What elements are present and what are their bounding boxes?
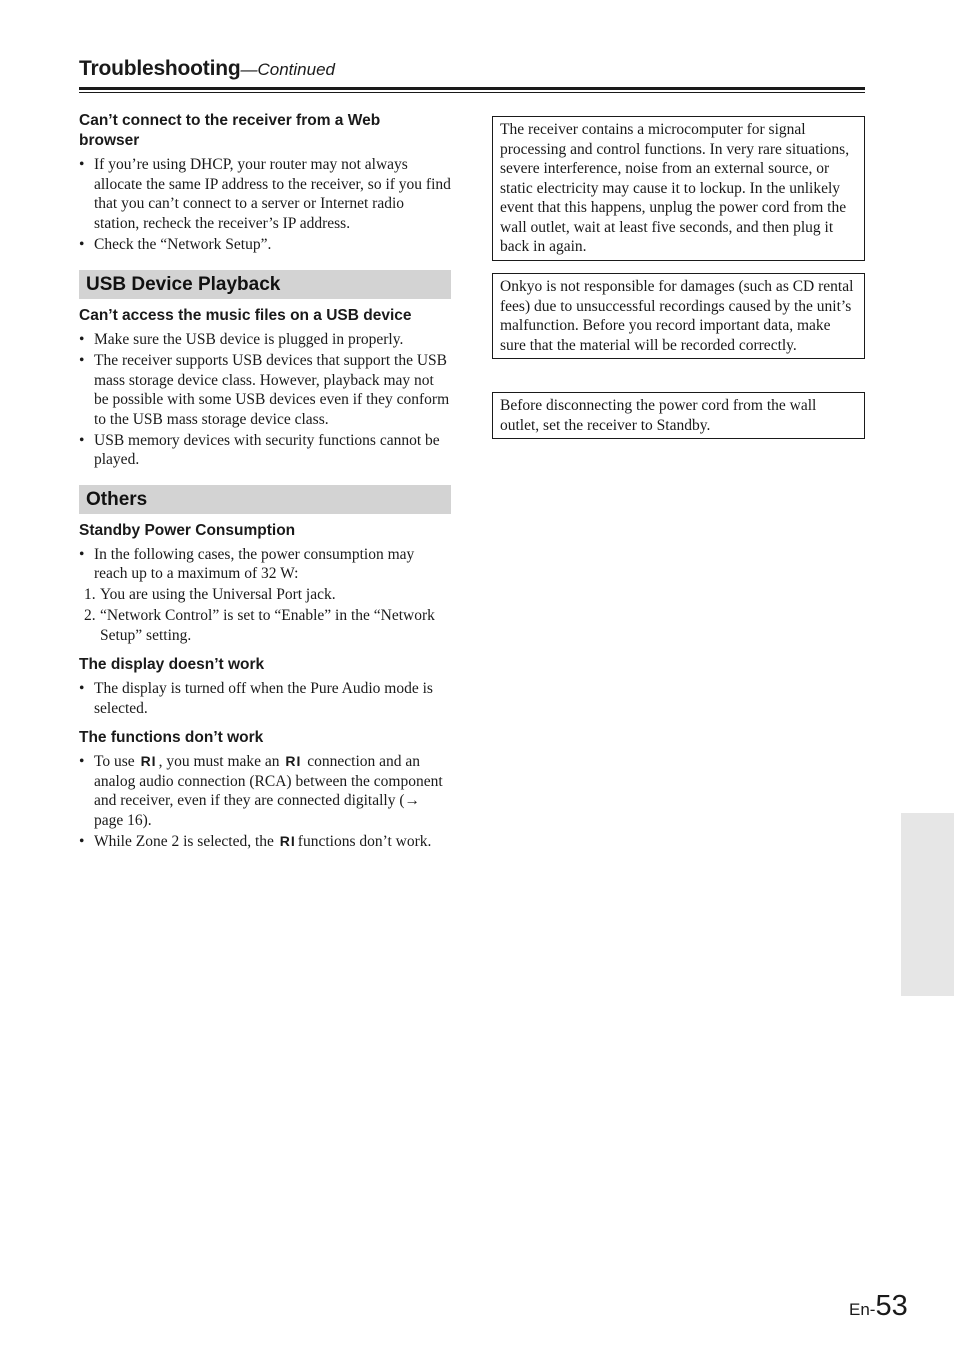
header-rule-thin (79, 92, 865, 93)
ri-logo-icon: RI (285, 753, 302, 769)
item-text: “Network Control” is set to “Enable” in the “Network Setup” setting. (100, 607, 435, 644)
text-fragment: , you must make an (158, 753, 280, 770)
standby-numbered-list (84, 585, 451, 645)
page-header (79, 57, 865, 81)
list-item: • Make sure the USB device is plugged in properly. (79, 330, 451, 350)
list-item (79, 832, 451, 852)
list-item: • If you’re using DHCP, your router may not always allocate the same IP address to the receiver, so if you find that you can’t connect to a server or Internet radio station, recheck the receiver’s IP address. (79, 155, 451, 233)
section-usb-device-playback: USB Device Playback (79, 270, 451, 299)
page-number-value: 53 (875, 1290, 908, 1322)
list-item: • Check the “Network Setup”. (79, 235, 451, 255)
web-browser-heading: Can’t connect to the receiver from a Web browser (79, 112, 381, 149)
text-fragment: While Zone 2 is selected, the (94, 832, 274, 850)
list-item (84, 606, 451, 645)
header-continued: —Continued (240, 60, 335, 79)
standby-bullet-text: In the following cases, the power consumption may reach up to a maximum of 32 W: (94, 545, 415, 582)
note-box-standby: Before disconnecting the power cord from the wall outlet, set the receiver to Standby. (492, 392, 865, 439)
text-fragment: functions don’t work. (297, 832, 432, 850)
side-tab (901, 813, 954, 996)
section-others: Others (79, 485, 451, 514)
text-fragment: connection and an analog audio connection (RCA) between the component and receiver, even if they are connected digitally ( (94, 753, 443, 809)
item-text: You are using the Universal Port jack. (100, 586, 336, 603)
list-item (84, 585, 451, 605)
arrow-icon: → (404, 792, 421, 809)
ri-logo-icon: RI (140, 753, 157, 769)
display-list (79, 679, 451, 718)
list-item (79, 752, 451, 830)
page-number (849, 1290, 908, 1323)
item-number: 1. (84, 586, 96, 603)
item-number: 2. (84, 607, 96, 624)
left-column (79, 111, 451, 853)
usb-heading: Can’t access the music files on a USB device (79, 307, 412, 324)
text-fragment: page 16). (94, 811, 152, 829)
list-item: • The receiver supports USB devices that support the USB mass storage device class. However, playback may not be possible with some USB devices even if they conform to the USB mass storage device class. (79, 351, 451, 429)
list-item (79, 545, 451, 584)
page-prefix: En- (849, 1300, 876, 1319)
web-browser-list (79, 155, 451, 254)
display-heading: The display doesn’t work (79, 656, 265, 673)
list-item: • The display is turned off when the Pure Audio mode is selected. (79, 679, 451, 718)
functions-list (79, 752, 451, 851)
functions-heading: The functions don’t work (79, 729, 264, 746)
standby-heading: Standby Power Consumption (79, 521, 296, 539)
header-rule-thick (79, 87, 865, 90)
ri-logo-icon: RI (279, 832, 296, 849)
text-fragment: To use (94, 753, 135, 770)
header-title: Troubleshooting (79, 57, 241, 80)
standby-list (79, 545, 451, 584)
list-item: • USB memory devices with security functions cannot be played. (79, 431, 451, 470)
note-box-microcomputer: The receiver contains a microcomputer for signal processing and control functions. In very rare situations, severe interference, noise from an external source, or static electricity may cause it to lockup. In the unlikely event that this happens, unplug the power cord from the wall outlet, wait at least five seconds, and then plug it back in again. (492, 116, 865, 261)
usb-list (79, 330, 451, 470)
note-box-onkyo-disclaimer: Onkyo is not responsible for damages (such as CD rental fees) due to unsuccessful recordings caused by the unit’s malfunction. Before you record important data, make sure that the material will be recorded correctly. (492, 273, 865, 359)
